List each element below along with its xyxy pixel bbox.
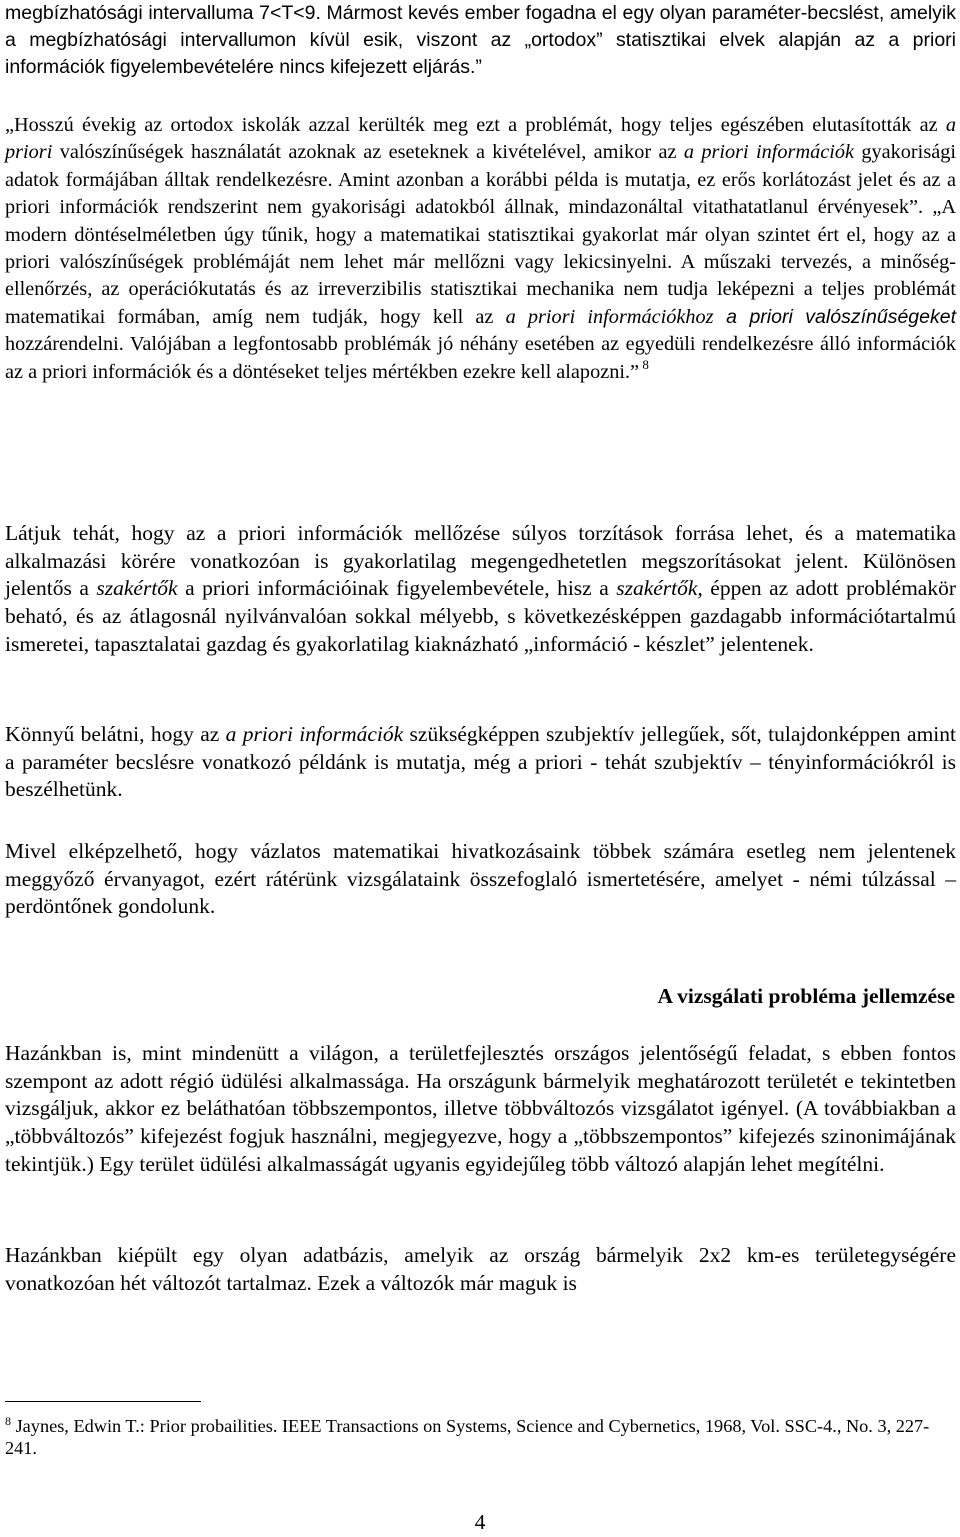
section-heading: A vizsgálati probléma jellemzése	[657, 984, 955, 1008]
paragraph-3-text-1: Könnyű belátni, hogy az	[5, 722, 226, 746]
footnote	[5, 1415, 956, 1459]
page-number: 4	[474, 1510, 486, 1534]
paragraph-6	[5, 1242, 956, 1297]
quote-text-2: valószínűségek használatát azoknak az eseteknek a kivételével, amikor az	[52, 141, 684, 164]
quote-emphasis-a-priori-informaciokhoz: a priori információkhoz	[505, 305, 714, 328]
paragraph-5	[5, 1040, 956, 1179]
paragraph-2-text-1: Látjuk tehát, hogy az a priori információk mellőzése súlyos torzítások forrása lehet, és a matematika alkalmazási körére vonatkozóan is gyakorlatilag megengedhetetlen megszorításokat jelent. Különösen jelentős a	[5, 521, 956, 601]
quote-text-4: hozzárendelni. Valójában a legfontosabb problémák jó néhány esetében az egyedüli rendelkezésre álló információk az a priori információk és a döntéseket teljes mértékben ezekre kell alapozni.”	[5, 333, 956, 383]
quote-emphasis-a-priori-informaciok: a priori információk	[683, 141, 855, 164]
quote-paragraph	[5, 112, 956, 386]
paragraph-5-text: Hazánkban is, mint mindenütt a világon, a területfejlesztés országos jelentőségű feladat, s ebben fontos szempont az adott régió üdülési alkalmassága. Ha országunk bármelyik meghatározott területét e tekintetben vizsgáljuk, akkor ez beláthatóan többszempontos, illetve többváltozós vizsgálatot igényel. (A továbbiakban a „többváltozós” kifejezést fogjuk használni, megjegyezve, hogy a „többszempontos” kifejezés szinonimájának tekintjük.) Egy terület üdülési alkalmasságát ugyanis egyidejűleg több változó alapján lehet megítélni.	[5, 1041, 956, 1176]
quote-emphasis-a-priori-valoszinusegeket: a priori valószínűségeket	[713, 305, 956, 328]
paragraph-6-text: Hazánkban kiépült egy olyan adatbázis, amelyik az ország bármelyik 2x2 km-es területegységére vonatkozóan hét változót tartalmaz. Ezek a változók már maguk is	[5, 1243, 956, 1295]
paragraph-2-text-3: éppen az adott problémakör beható, és az átlagosnál nyilvánvalóan sokkal mélyebb, s következésképpen gazdagabb információtartalmú ismeretei, tapasztalatai gazdag és gyakorlatilag kiaknázható „információ - készlet” jelentenek.	[5, 576, 956, 656]
footnote-reference: 8	[639, 356, 649, 372]
paragraph-4	[5, 838, 956, 921]
paragraph-4-text: Mivel elképzelhető, hogy vázlatos matematikai hivatkozásaink többek számára esetleg nem jelentenek meggyőző érvanyagot, ezért rátérünk vizsgálataink összefoglaló ismertetésére, amelyet - némi túlzással – perdöntőnek gondolunk.	[5, 839, 956, 919]
quote-text-1: „Hosszú évekig az ortodox iskolák azzal kerülték meg ezt a problémát, hogy teljes egészében elutasították az	[5, 114, 946, 136]
paragraph-intro-text: megbízhatósági intervalluma 7<T<9. Mármost kevés ember fogadna el egy olyan paraméter-becslést, amelyik a megbízhatósági intervallumon kívül esik, viszont az „ortodox” statisztikai elvek alapján az a priori információk figyelembevételére nincs kifejezett eljárás.”	[5, 2, 956, 78]
footnote-text: Jaynes, Edwin T.: Prior probailities. IEEE Transactions on Systems, Science and Cybernetics, 1968, Vol. SSC-4., No. 3, 227-241.	[5, 1416, 930, 1458]
paragraph-3	[5, 721, 956, 804]
paragraph-3-emphasis: a priori információk	[225, 722, 404, 746]
paragraph-3-text-2: szükségképpen szubjektív jellegűek, sőt, tulajdonképpen amint a paraméter becslésre vonatkozó példánk is mutatja, még a priori - tehát szubjektív – tényinformációkról is beszélhetünk.	[5, 722, 956, 802]
paragraph-2-emphasis-szakertok-2: szakértők,	[616, 576, 703, 601]
quote-emphasis-a-priori: a priori	[5, 114, 956, 164]
quote-text-3: gyakorisági adatok formájában álltak rendelkezésre. Amint azonban a korábbi példa is mutatja, ez erős korlátozást jelet és az a priori információk rendszerint nem gyakorisági adatokból állnak, mindazonáltal vitathatatlanul érvényesek”. „A modern döntéselméletben úgy tűnik, hogy a matematikai statisztikai gyakorlat már olyan szintet ért el, hogy az a priori valószínűségek problémáját nem lehet már mellőzni vagy lekicsinyelni. A műszaki tervezés, a minőség-ellenőrzés, az operációkutatás és az irreverzibilis statisztikai mechanika nem tudja leképezni a teljes problémát matematikai formában, amíg nem tudják, hogy kell az	[5, 141, 956, 328]
paragraph-intro	[5, 0, 956, 81]
footnote-separator	[5, 1401, 201, 1402]
paragraph-2-emphasis-szakertok: szakértők	[96, 576, 178, 601]
paragraph-2-text-2: a priori információinak figyelembevétele, hisz a	[177, 576, 617, 601]
footnote-number: 8	[5, 1414, 11, 1428]
paragraph-2	[5, 520, 956, 659]
